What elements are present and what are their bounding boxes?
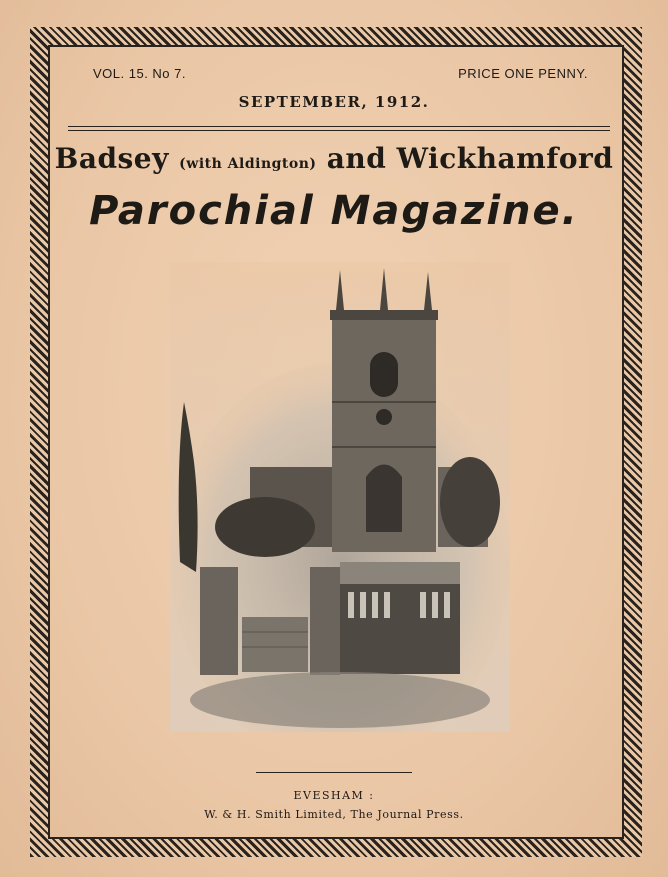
title-wickhamford: and Wickhamford (326, 142, 614, 175)
church-tower (330, 268, 438, 552)
issue-date: SEPTEMBER, 1912. (238, 93, 430, 111)
price-label: PRICE ONE PENNY. (458, 66, 588, 81)
header-rule-top (68, 126, 610, 127)
printer-name: W. & H. Smith Limited, The Journal Press. (204, 808, 464, 821)
footer-rule (256, 772, 412, 773)
church-photograph (170, 262, 510, 732)
title-badsey: Badsey (54, 142, 169, 175)
title-with-aldington: (with Aldington) (179, 156, 317, 172)
publication-place: EVESHAM : (293, 789, 375, 802)
churchyard-grass (190, 672, 490, 728)
parish-title (0, 142, 668, 175)
header-rule-bottom (68, 130, 610, 131)
volume-number: VOL. 15. No 7. (93, 66, 186, 81)
magazine-title: Parochial Magazine. (89, 188, 579, 234)
